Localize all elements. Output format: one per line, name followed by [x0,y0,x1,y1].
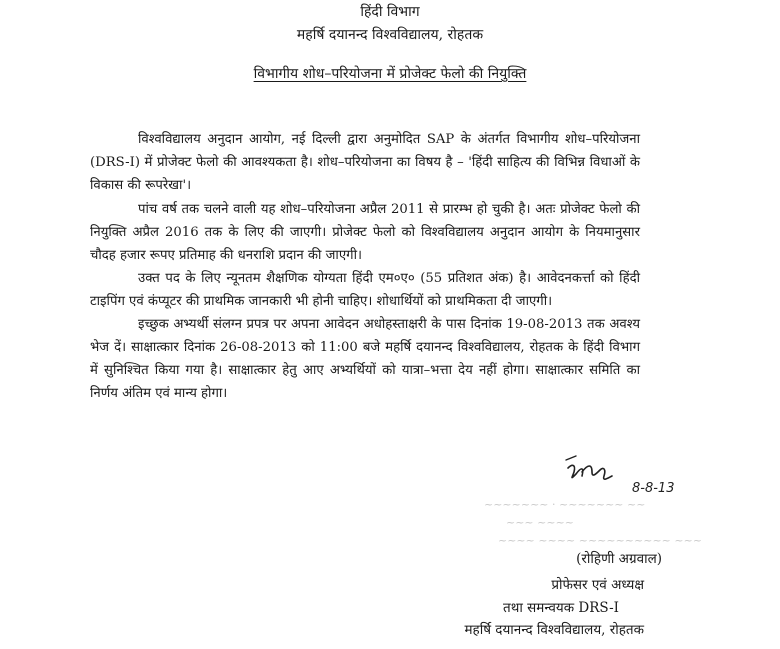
signatory-university: महर्षि दयानन्द विश्वविद्यालय, रोहतक [464,622,644,638]
paragraph-application: इच्छुक अभ्यर्थी संलग्न प्रपत्र पर अपना आवेदन अधोहस्ताक्षरी के पास दिनांक 19-08-2013 तक अवश्य भेज दें। साक्षात्कार दिनांक 26-08-2013 को 11:00 बजे महर्षि दयानन्द विश्वविद्यालय, रोहतक के हिंदी विभाग में सुनिश्चित किया गया है। साक्षात्कार हेतु आए अभ्यर्थियों को यात्रा–भत्ता देय नहीं होगा। साक्षात्कार समिति का निर्णय अंतिम एवं मान्य होगा। [90,317,640,401]
paragraph-duration: पांच वर्ष तक चलने वाली यह शोध–परियोजना अप्रैल 2011 से प्रारम्भ हो चुकी है। अतः प्रोजेक्ट फेलो की नियुक्ति अप्रैल 2016 तक के लिए की जाएगी। प्रोजेक्ट फेलो को विश्वविद्यालय अनुदान आयोग के नियमानुसार चौदह हजार रूपए प्रतिमाह की धनराशि प्रदान की जाएगी। [90,202,640,263]
paragraph-eligibility: उक्त पद के लिए न्यूनतम शैक्षणिक योग्यता हिंदी एम०ए० (55 प्रतिशत अंक) है। आवेदनकर्त्ता को हिंदी टाइपिंग एवं कंप्यूटर की प्राथमिक जानकारी भी होनी चाहिए। शोधार्थियों को प्राथमिकता दी जाएगी। [90,271,640,309]
notice-subject [0,64,780,83]
faded-stamp: ~~~~~~~ · ~~~~~~~ ~~ ~~~ ~~~~ ~~~~ ~~~~ ~~~~~~~~~~ ~~~ [484,498,703,547]
paragraph-intro: विश्वविद्यालय अनुदान आयोग, नई दिल्ली द्वारा अनुमोदित SAP के अंतर्गत विभागीय शोध–परियोजना (DRS-I) में प्रोजेक्ट फेलो की आवश्यकता है। शोध–परियोजना का विषय है – 'हिंदी साहित्य की विभिन्न विधाओं के विकास की रूपरेखा'। [90,132,640,193]
signature-date: 8-8-13 [632,481,675,496]
signatory-title: प्रोफेसर एवं अध्यक्ष [551,577,644,593]
subject-text: विभागीय शोध–परियोजना में प्रोजेक्ट फेलो की नियुक्ति [253,66,527,82]
university-heading: महर्षि दयानन्द विश्वविद्यालय, रोहतक [296,27,484,43]
signatory-coordinator: तथा समन्वयक DRS-I [503,600,619,616]
department-heading: हिंदी विभाग [360,4,420,20]
notice-body [90,128,640,405]
signatory-name: (रोहिणी अग्रवाल) [576,551,662,567]
